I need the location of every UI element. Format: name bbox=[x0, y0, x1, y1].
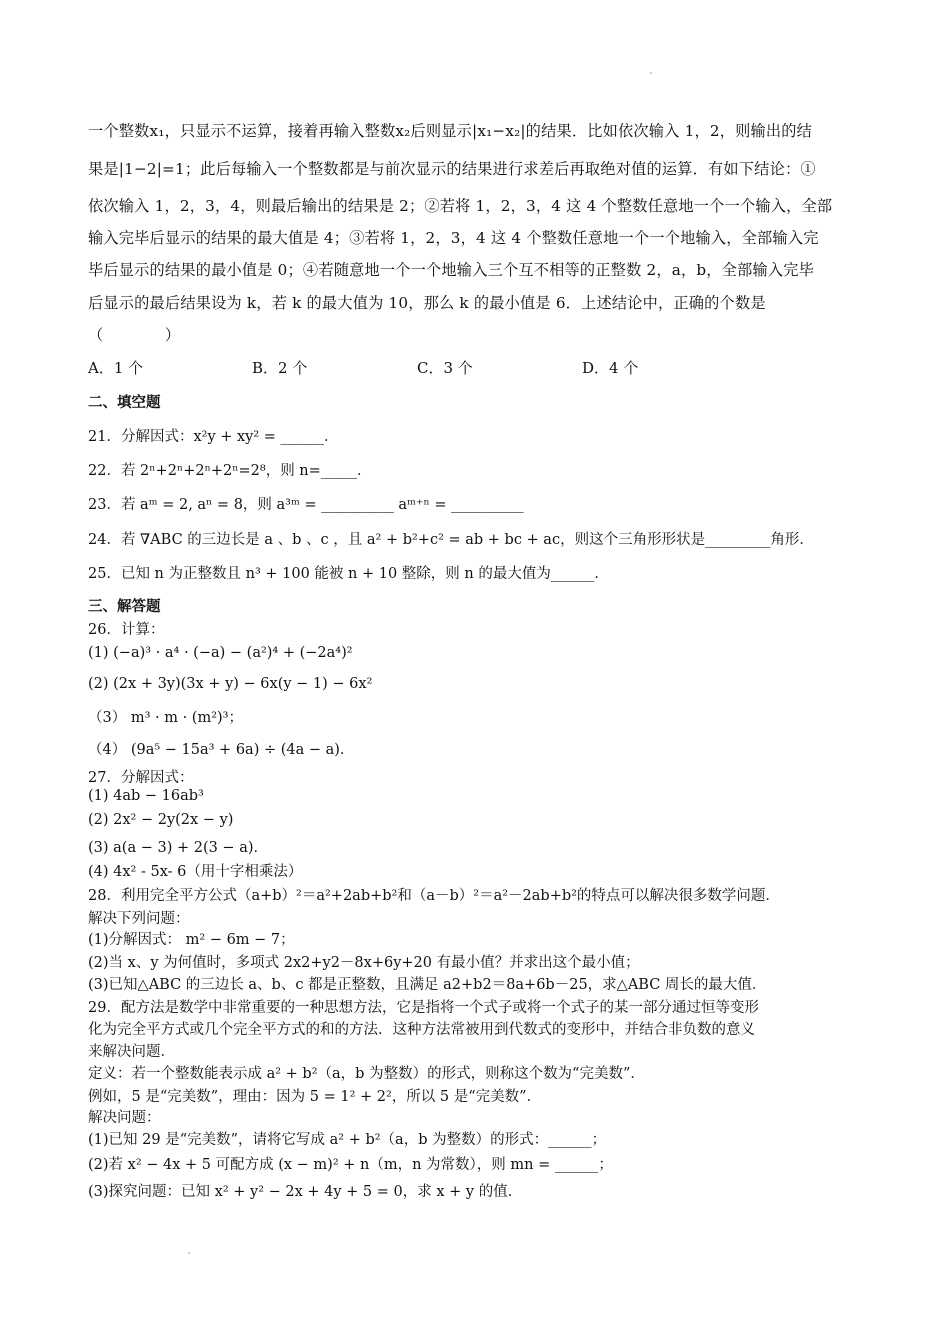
q20-option-b: B．2 个 bbox=[252, 359, 308, 377]
scan-dot bbox=[188, 1252, 190, 1254]
q29-line-5: 例如，5 是“完美数”，理由：因为 5 = 1² + 2²，所以 5 是“完美数”． bbox=[88, 1089, 542, 1105]
q26-title: 26．计算： bbox=[88, 622, 165, 638]
q25: 25．已知 n 为正整数且 n³ + 100 能被 n + 10 整除，则 n 的最大值为______． bbox=[88, 566, 609, 582]
q20-option-d: D．4 个 bbox=[582, 359, 639, 377]
q24: 24．若 ∇ABC 的三边长是 a 、b 、c ，且 a² + b²+c² = ab + bc + ac，则这个三角形形状是_________角形． bbox=[88, 532, 814, 548]
q27-item-1: (1) 4ab − 16ab³ bbox=[88, 788, 204, 804]
q26-item-3: （3） m³ · m · (m²)³； bbox=[88, 710, 243, 726]
q28-line-5: (3)已知△ABC 的三边长 a、b、c 都是正整数，且满足 a2+b2＝8a+6b－25，求△ABC 周长的最大值． bbox=[88, 977, 767, 993]
q21: 21．分解因式：x²y + xy² = ______． bbox=[88, 429, 339, 445]
q29-line-1: 29．配方法是数学中非常重要的一种思想方法，它是指将一个式子或将一个式子的某一部分通过恒等变形 bbox=[88, 1000, 759, 1016]
q29-line-8: (2)若 x² − 4x + 5 可配方成 (x − m)² + n（m，n 为常数），则 mn = ______； bbox=[88, 1157, 613, 1173]
section-solve-heading: 三、解答题 bbox=[88, 599, 161, 615]
q26-item-2: (2) (2x + 3y)(3x + y) − 6x(y − 1) − 6x² bbox=[88, 676, 373, 692]
q29-line-7: (1)已知 29 是“完美数”，请将它写成 a² + b²（a，b 为整数）的形式：______； bbox=[88, 1132, 607, 1148]
q26-item-4: （4） (9a⁵ − 15a³ + 6a) ÷ (4a − a)． bbox=[88, 742, 355, 758]
q20-line-2: 果是|1−2|=1；此后每输入一个整数都是与前次显示的结果进行求差后再取绝对值的运算．有如下结论：① bbox=[88, 160, 816, 178]
q28-line-2: 解决下列问题： bbox=[88, 911, 190, 927]
q20-line-6: 后显示的最后结果设为 k，若 k 的最大值为 10，那么 k 的最小值是 6．上述结论中，正确的个数是 bbox=[88, 294, 766, 312]
q27-title: 27．分解因式： bbox=[88, 770, 194, 786]
q28-line-1: 28．利用完全平方公式（a+b）²＝a²+2ab+b²和（a－b）²＝a²－2ab+b²的特点可以解决很多数学问题． bbox=[88, 888, 780, 904]
q27-item-3: (3) a(a − 3) + 2(3 − a)． bbox=[88, 840, 268, 856]
q29-line-6: 解决问题： bbox=[88, 1110, 161, 1126]
q29-line-2: 化为完全平方式或几个完全平方式的和的方法．这种方法常被用到代数式的变形中，并结合非负数的意义 bbox=[88, 1022, 755, 1038]
q20-option-c: C．3 个 bbox=[417, 359, 473, 377]
q20-line-5: 毕后显示的结果的最小值是 0；④若随意地一个一个地输入三个互不相等的正整数 2，a，b，全部输入完毕 bbox=[88, 261, 815, 279]
q20-line-3: 依次输入 1，2，3，4，则最后输出的结果是 2；②若将 1，2，3，4 这 4 个整数任意地一个一个输入，全部 bbox=[88, 197, 833, 215]
q27-item-2: (2) 2x² − 2y(2x − y) bbox=[88, 812, 234, 828]
q28-line-3: (1)分解因式： m² − 6m − 7； bbox=[88, 932, 295, 948]
q23: 23．若 aᵐ = 2, aⁿ = 8，则 a³ᵐ = __________ aᵐ⁺ⁿ = __________ bbox=[88, 497, 524, 513]
q26-item-1: (1) (−a)³ · a⁴ · (−a) − (a²)⁴ + (−2a⁴)² bbox=[88, 645, 353, 661]
section-fill-blank-heading: 二、填空题 bbox=[88, 395, 161, 411]
q20-option-a: A．1 个 bbox=[88, 359, 144, 377]
q20-line-4: 输入完毕后显示的结果的最大值是 4；③若将 1，2，3，4 这 4 个整数任意地一个一个地输入，全部输入完 bbox=[88, 229, 819, 247]
q20-answer-paren: （ ） bbox=[88, 326, 181, 344]
q28-line-4: (2)当 x、y 为何值时，多项式 2x2+y2－8x+6y+20 有最小值？并求出这个最小值； bbox=[88, 955, 640, 971]
q20-line-1: 一个整数x₁，只显示不运算，接着再输入整数x₂后则显示|x₁−x₂|的结果．比如依次输入 1，2，则输出的结 bbox=[88, 122, 813, 140]
q22: 22．若 2ⁿ+2ⁿ+2ⁿ+2ⁿ=2⁸，则 n=_____． bbox=[88, 463, 372, 479]
q29-line-3: 来解决问题． bbox=[88, 1044, 175, 1060]
q27-item-4: (4) 4x² - 5x- 6（用十字相乘法） bbox=[88, 864, 303, 880]
q29-line-9: (3)探究问题：已知 x² + y² − 2x + 4y + 5 = 0，求 x + y 的值． bbox=[88, 1184, 523, 1200]
scan-dot bbox=[650, 72, 652, 74]
q29-line-4: 定义：若一个整数能表示成 a² + b²（a，b 为整数）的形式，则称这个数为“完美数”． bbox=[88, 1066, 645, 1082]
